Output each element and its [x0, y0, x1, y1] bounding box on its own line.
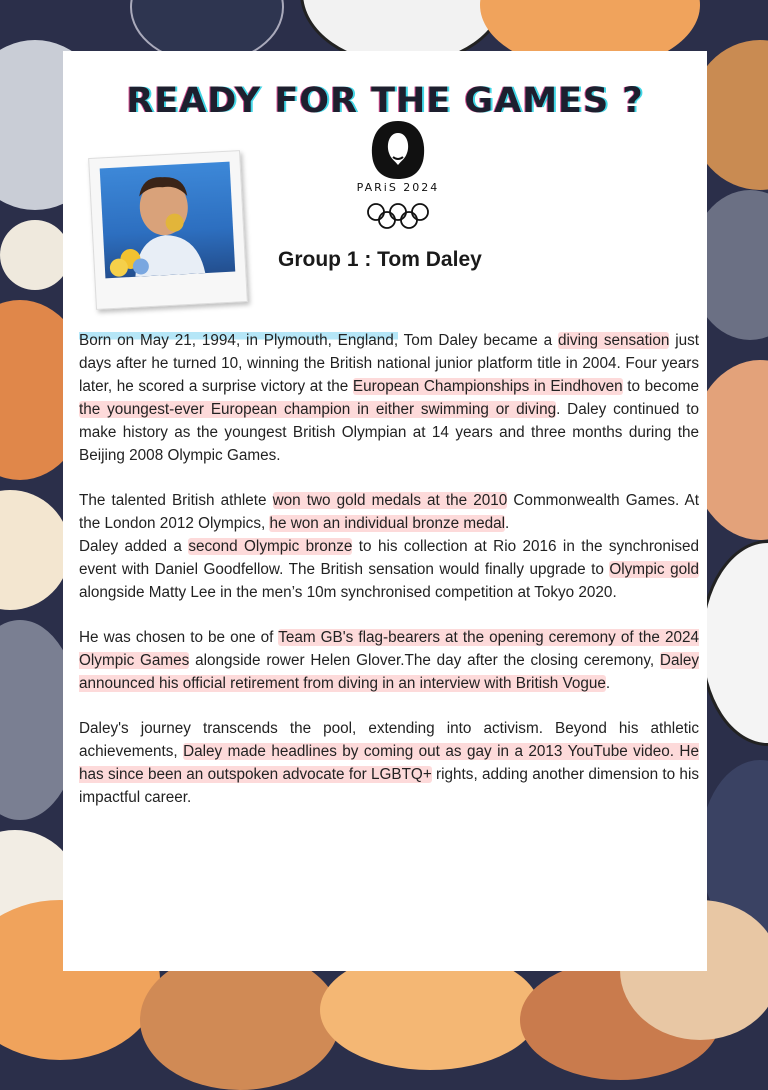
group-title: Group 1 : Tom Daley [278, 248, 482, 271]
decorative-football [140, 950, 340, 1090]
text-segment: Daley's journey transcends the pool, extending into activism. Beyond his athletic achievements, [79, 720, 699, 760]
paragraph-4 [79, 626, 699, 695]
page-headline: READY FOR THE GAMES ? [126, 81, 644, 121]
highlighted-text: won two gold medals at the 2010 [272, 492, 508, 509]
text-segment: to become [622, 378, 699, 395]
highlighted-text: Daley made headlines by coming out as gay in a 2013 YouTube video. He has since been an outspoken advocate for LGBTQ+ [79, 743, 699, 783]
highlighted-text: second Olympic bronze [188, 538, 353, 555]
decorative-ping-pong-ball [0, 220, 70, 290]
highlighted-text: he won an individual bronze medal [269, 515, 506, 532]
text-segment: He was chosen to be one of [79, 629, 279, 646]
text-segment: just days after he turned 10, winning the British national junior platform title in 2004. Four years later, he scored a surprise victory at the [79, 332, 700, 395]
text-segment: to his collection at Rio 2016 in the synchronised event with Daniel Goodfellow. The British sensation would finally upgrade to [79, 538, 700, 578]
text-segment: Born on May 21, 1994, in Plymouth, England, [79, 332, 399, 349]
text-segment: . Daley continued to make history as the youngest British Olympian at 14 years and three months during the Beijing 2008 Olympic Games. [79, 401, 699, 464]
text-segment: Daley added a [79, 538, 189, 555]
paris-2024-logo [353, 119, 443, 227]
text-segment: The talented British athlete [79, 492, 273, 509]
article-body [79, 329, 699, 831]
paragraph-5 [79, 717, 699, 809]
text-segment: Tom Daley became a [398, 332, 559, 349]
highlighted-text: diving sensation [558, 332, 670, 349]
athlete-polaroid-photo [88, 150, 248, 310]
highlighted-text: the youngest-ever European champion in either swimming or diving [79, 401, 557, 418]
paragraph-1 [79, 329, 699, 467]
highlighted-text: Daley announced his official retirement from diving in an interview with British Vogue [79, 652, 699, 692]
paragraph-3 [79, 535, 699, 604]
decorative-shuttlecock [0, 490, 70, 610]
text-segment: alongside Matty Lee in the men’s 10m synchronised competition at Tokyo 2020. [79, 584, 617, 601]
highlighted-text: Olympic gold [609, 561, 699, 578]
text-segment: . [505, 515, 510, 532]
text-segment: alongside rower Helen Glover.The day after the closing ceremony, [189, 652, 660, 669]
athlete-photo [100, 162, 236, 279]
text-segment: Commonwealth Games. At the London 2012 Olympics, [79, 492, 700, 532]
decorative-soccer-ball [700, 540, 768, 746]
olympic-rings-icon [353, 201, 443, 231]
highlighted-text: European Championships in Eindhoven [352, 378, 623, 395]
highlighted-text: Team GB's flag-bearers at the opening ceremony of the 2024 Olympic Games [79, 629, 699, 669]
text-segment: rights, adding another dimension to his impactful career. [79, 766, 699, 806]
logo-text: PARiS 2024 [356, 181, 440, 194]
paragraph-2 [79, 489, 699, 535]
content-card [63, 51, 707, 971]
text-segment: . [605, 675, 611, 692]
